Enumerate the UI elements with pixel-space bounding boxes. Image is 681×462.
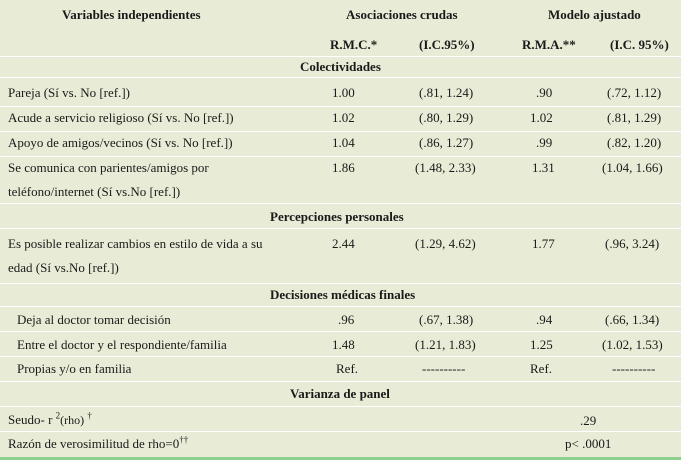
header-variables: Variables independientes [62, 7, 201, 22]
seudo-label [8, 412, 92, 428]
row-ic2: (1.02, 1.53) [602, 337, 663, 352]
row-ic2: (.81, 1.29) [607, 110, 662, 125]
bottom-rule [0, 457, 681, 460]
row-rmc: Ref. [336, 361, 359, 376]
row-rmc: 1.00 [332, 85, 355, 100]
header-rmc: R.M.C.* [330, 37, 378, 52]
section-percepciones: Percepciones personales [270, 209, 404, 224]
section-colectividades: Colectividades [300, 59, 381, 74]
row-ic2: (.72, 1.12) [607, 85, 662, 100]
row-label: Apoyo de amigos/vecinos (Sí vs. No [ref.]) [8, 135, 233, 150]
row-rmc: 2.44 [332, 236, 355, 251]
row-label: Pareja (Sí vs. No [ref.]) [8, 85, 131, 100]
row-ic2: ---------- [612, 361, 656, 376]
row-rma: Ref. [530, 361, 553, 376]
row-label: Se comunica con parientes/amigos por [8, 160, 209, 175]
razon-label [8, 436, 188, 452]
row-ic1: (1.21, 1.83) [415, 337, 476, 352]
row-rmc: 1.04 [332, 135, 355, 150]
seudo-rho: (rho) [60, 413, 85, 427]
row-rma: .90 [536, 85, 553, 100]
section-decisiones: Decisiones médicas finales [270, 287, 416, 302]
row-rma: .94 [536, 312, 553, 327]
row-ic1: (.81, 1.24) [419, 85, 474, 100]
row-label: Es posible realizar cambios en estilo de vida a su [8, 236, 263, 251]
row-rmc: 1.48 [332, 337, 355, 352]
dagger-mark: † [87, 410, 92, 421]
double-dagger-mark: †† [179, 434, 189, 445]
section-varianza: Varianza de panel [290, 386, 390, 401]
row-ic1: (.67, 1.38) [419, 312, 474, 327]
row-rma: 1.25 [530, 337, 553, 352]
header-adjusted: Modelo ajustado [548, 7, 641, 22]
razon-label-text: Razón de verosimilitud de rho=0 [8, 436, 180, 451]
row-label-cont: edad (Sí vs.No [ref.]) [8, 260, 119, 275]
row-rmc: 1.02 [332, 110, 355, 125]
row-ic2: (.82, 1.20) [607, 135, 662, 150]
row-ic1: (1.48, 2.33) [415, 160, 476, 175]
row-label: Entre el doctor y el respondiente/familia [17, 337, 227, 352]
row-rmc: .96 [338, 312, 355, 327]
header-rma: R.M.A.** [522, 37, 576, 52]
row-rma: 1.31 [532, 160, 555, 175]
row-rma: .99 [536, 135, 553, 150]
row-ic1: (.86, 1.27) [419, 135, 474, 150]
row-ic2: (1.04, 1.66) [602, 160, 663, 175]
row-ic2: (.66, 1.34) [605, 312, 660, 327]
row-ic2: (.96, 3.24) [605, 236, 660, 251]
row-rmc: 1.86 [332, 160, 355, 175]
header-ic-adj: (I.C. 95%) [610, 37, 669, 52]
header-ic-crude: (I.C.95%) [419, 37, 475, 52]
seudo-label-text: Seudo- r [8, 412, 53, 427]
row-label: Acude a servicio religioso (Sí vs. No [ref.]) [8, 110, 234, 125]
row-label: Deja al doctor tomar decisión [17, 312, 171, 327]
row-bg-seudo [0, 407, 681, 431]
row-rma: 1.77 [532, 236, 555, 251]
seudo-value: .29 [580, 413, 597, 428]
row-rma: 1.02 [530, 110, 553, 125]
row-ic1: ---------- [422, 361, 466, 376]
row-ic1: (1.29, 4.62) [415, 236, 476, 251]
razon-value: p< .0001 [565, 436, 612, 451]
row-label-cont: teléfono/internet (Sí vs.No [ref.]) [8, 184, 181, 199]
row-ic1: (.80, 1.29) [419, 110, 474, 125]
seudo-superscript: 2 [55, 410, 61, 421]
header-crude: Asociaciones crudas [346, 7, 458, 22]
row-label: Propias y/o en familia [17, 361, 132, 376]
